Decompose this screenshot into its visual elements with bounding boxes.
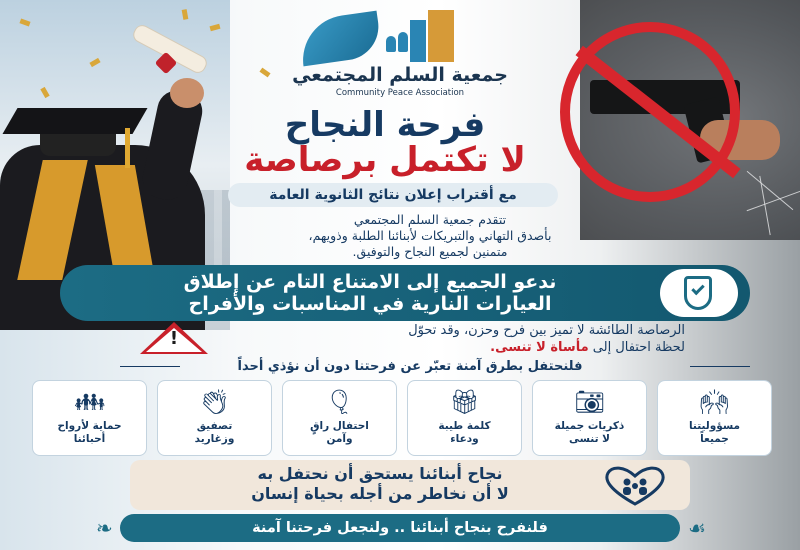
subheading: مع أقتراب إعلان نتائج الثانوية العامة bbox=[228, 183, 558, 207]
divider bbox=[690, 366, 750, 367]
card-label: كلمة طيبة ودعاء bbox=[438, 420, 491, 445]
warning-line-prefix: لحظة احتفال إلى bbox=[592, 340, 685, 355]
association-logo bbox=[290, 6, 510, 106]
pride-line: نجاح أبنائنا يستحق أن نحتفل به bbox=[257, 464, 503, 483]
call-line: ندعو الجميع إلى الامتناع التام عن إطلاق bbox=[183, 271, 557, 293]
card-kind-word bbox=[407, 380, 522, 456]
heart-family-icon bbox=[600, 464, 670, 506]
celebrate-line: فلنحتفل بطرق آمنة تعبّر عن فرحتنا دون أن نؤذي أحداً bbox=[237, 359, 583, 374]
family-icon: 👪︎ bbox=[74, 388, 105, 416]
card-label: تصفيق وزغاريد bbox=[194, 420, 235, 445]
tips-cards bbox=[32, 380, 772, 456]
exclamation-icon: ! bbox=[169, 328, 179, 349]
confetti bbox=[259, 68, 270, 78]
pride-banner bbox=[130, 460, 690, 510]
card-protection bbox=[32, 380, 147, 456]
card-label: مسؤوليتنا جميعاً bbox=[688, 420, 741, 445]
footer-banner: فلنفرح بنجاح أبنائنا .. ولنجعل فرحتنا آمنة bbox=[120, 514, 680, 542]
building-icon bbox=[428, 10, 454, 62]
headline-line2: لا تكتمل برصاصة bbox=[244, 140, 526, 180]
camera-icon: 📷︎ bbox=[574, 388, 605, 416]
warning-text bbox=[225, 322, 685, 356]
laurel-icon: ☙ bbox=[688, 516, 706, 540]
hand bbox=[170, 78, 204, 108]
building-icon bbox=[410, 20, 426, 62]
logo-name-arabic: جمعية السلم المجتمعي bbox=[292, 64, 508, 86]
paragraph-line: تتقدم جمعية السلم المجتمعي bbox=[353, 212, 507, 227]
paragraph-line: متمنين لجميع النجاح والتوفيق. bbox=[352, 244, 508, 259]
warning-highlight: مأساة لا تنسى. bbox=[490, 340, 589, 355]
clapping-icon: 👏︎ bbox=[199, 388, 230, 416]
warning-line bbox=[225, 339, 685, 356]
call-to-action-text bbox=[90, 271, 650, 315]
card-memories bbox=[532, 380, 647, 456]
balloons-icon: 🎈︎ bbox=[324, 388, 355, 416]
card-label: ذكريات جميلة لا تنسى bbox=[554, 420, 625, 445]
card-label: حماية لأرواح أحبائنا bbox=[57, 420, 122, 445]
tassel bbox=[125, 128, 130, 168]
card-responsibility bbox=[657, 380, 772, 456]
pride-line: لا أن نخاطر من أجله بحياة إنسان bbox=[251, 484, 509, 503]
headline-line1: فرحة النجاح bbox=[284, 105, 486, 145]
call-to-action-banner bbox=[60, 265, 750, 321]
shield-badge bbox=[660, 269, 738, 317]
logo-name-english: Community Peace Association bbox=[335, 88, 465, 98]
paragraph-line: بأصدق التهاني والتبريكات لأبنائنا الطلبة وذويهم، bbox=[308, 228, 552, 243]
pride-text bbox=[200, 464, 560, 504]
card-label: احتفال راقٍ وآمن bbox=[310, 420, 369, 445]
gift-icon: 🎁︎ bbox=[449, 388, 480, 416]
dove-icon bbox=[297, 11, 382, 67]
call-line: العيارات النارية في المناسبات والأفراح bbox=[188, 293, 552, 315]
laurel-icon: ❧ bbox=[96, 516, 113, 540]
card-safe-celebration bbox=[282, 380, 397, 456]
hands-up-icon: 🙌︎ bbox=[699, 388, 730, 416]
card-clapping bbox=[157, 380, 272, 456]
greeting-paragraph bbox=[250, 212, 610, 260]
warning-line: الرصاصة الطائشة لا تميز بين فرح وحزن، وقد تحوّل bbox=[408, 323, 685, 338]
